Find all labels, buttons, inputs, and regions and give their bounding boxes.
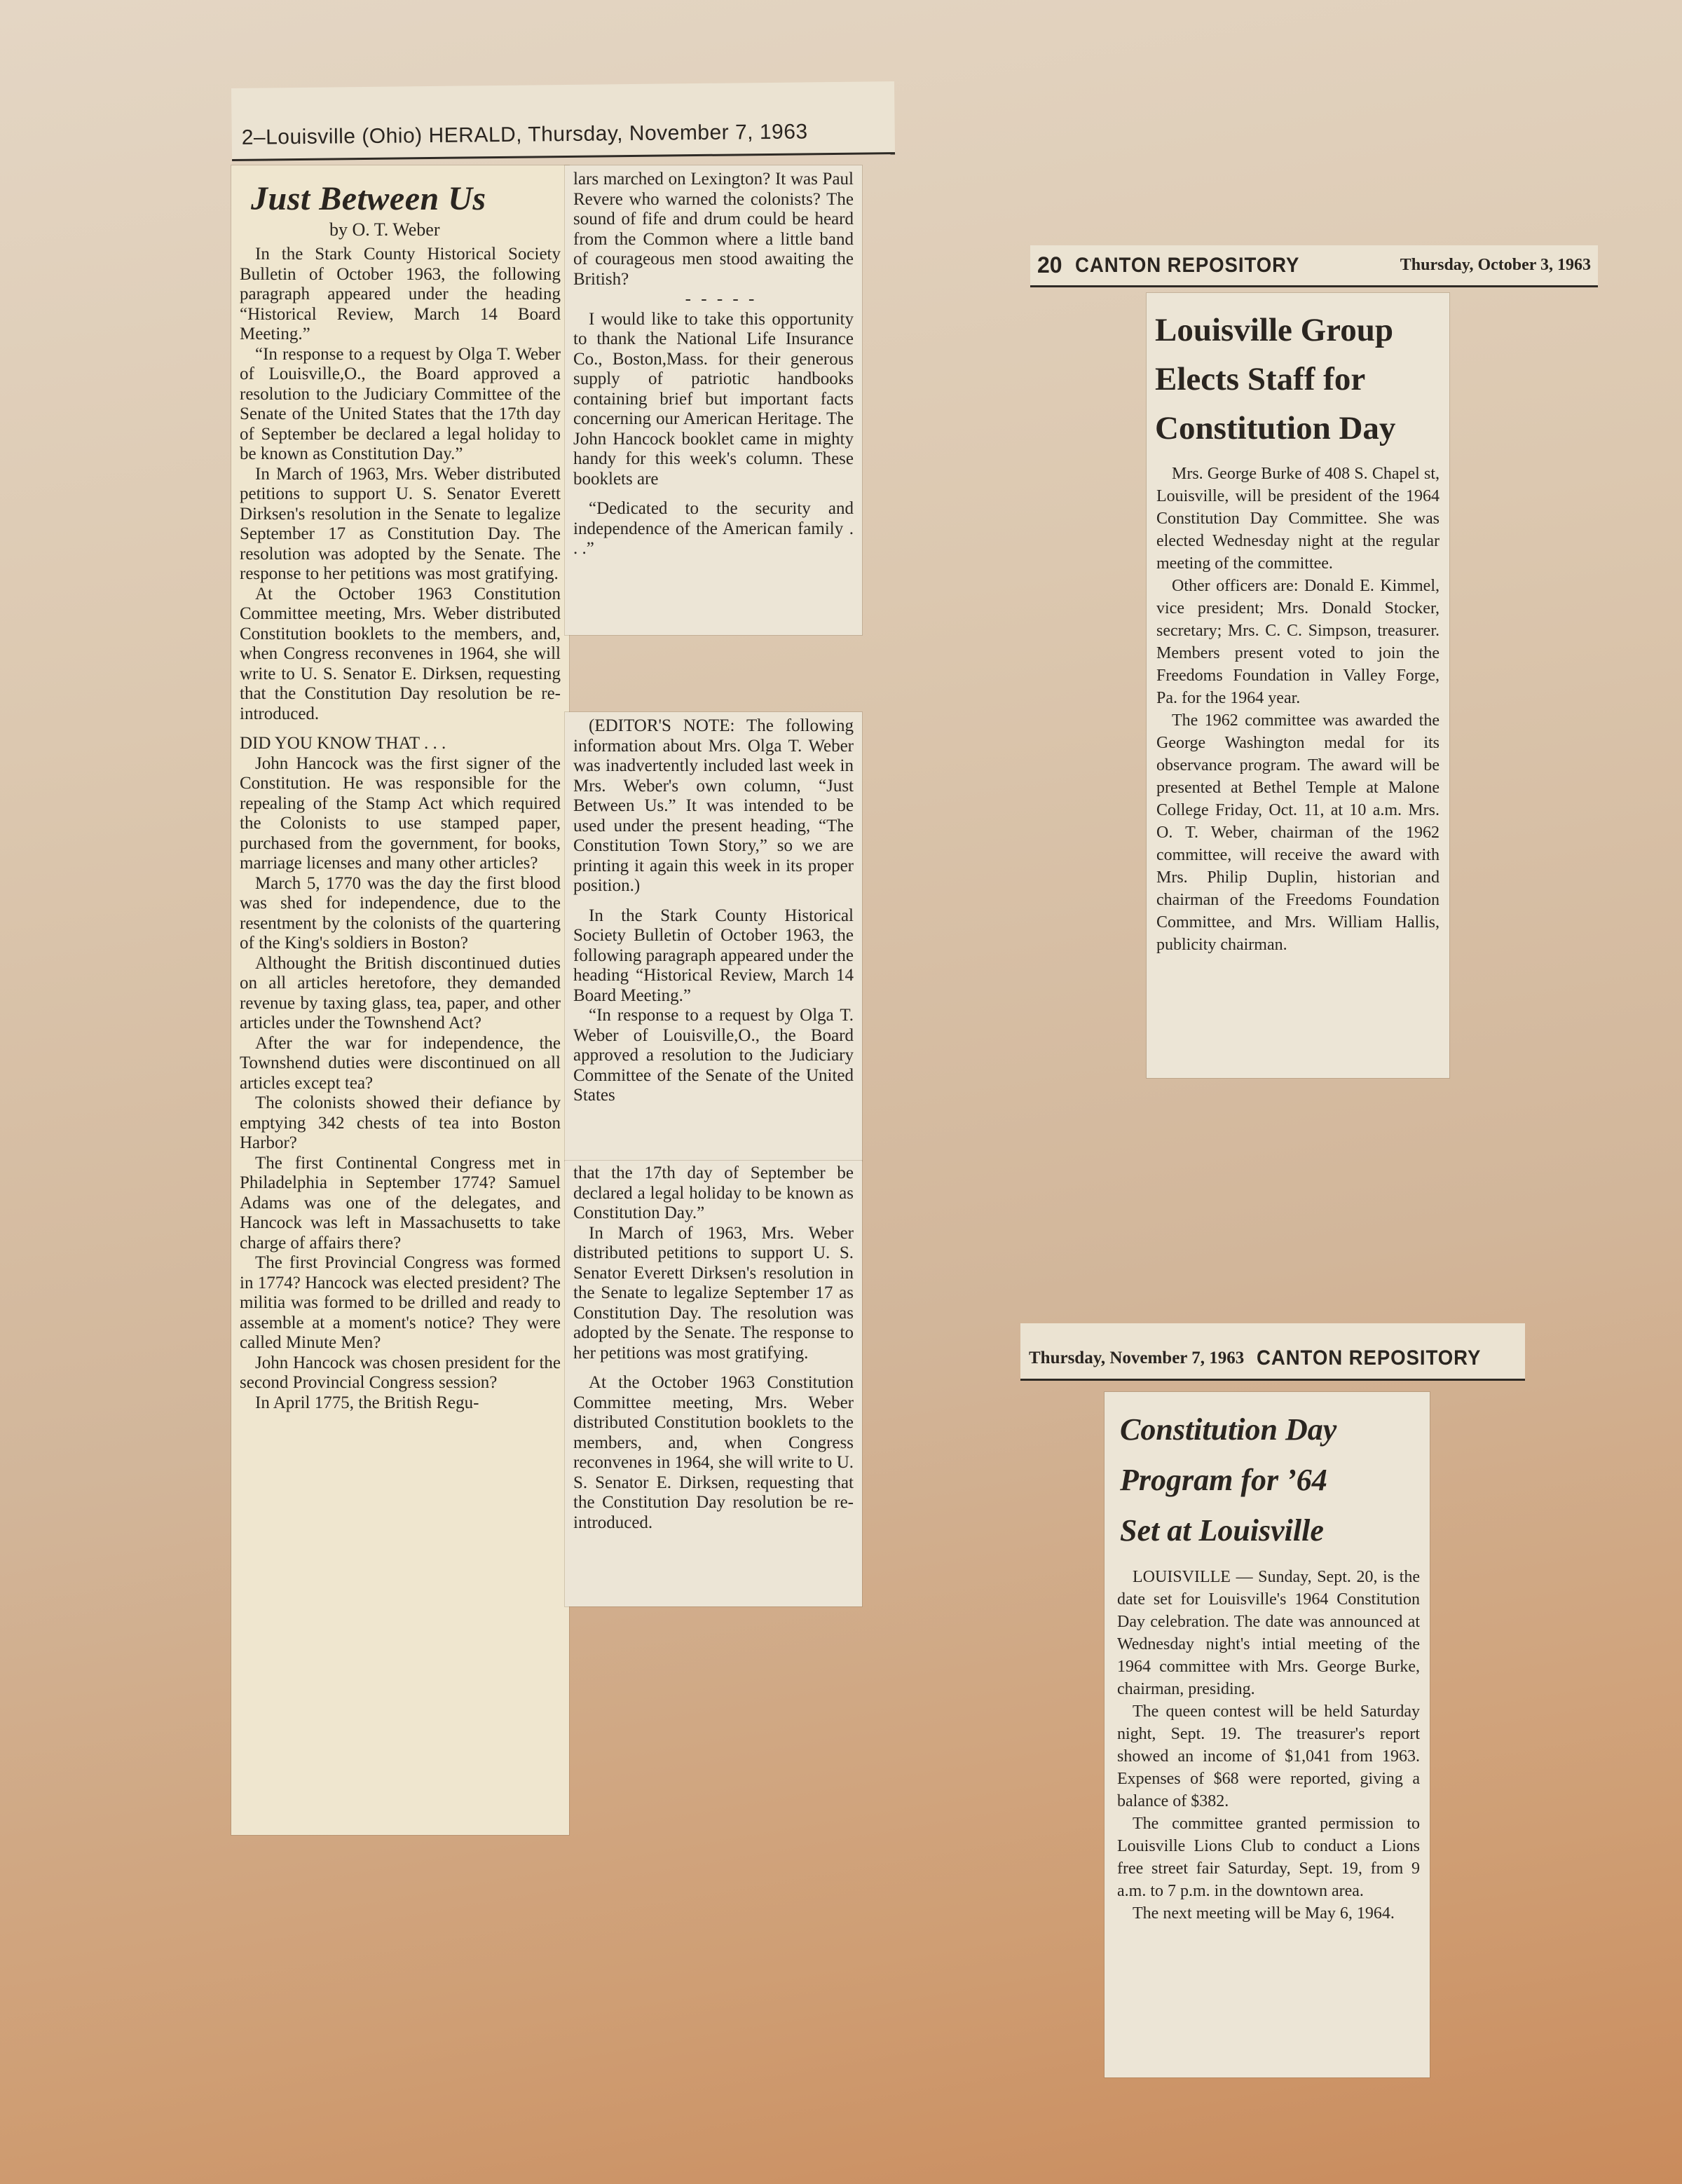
- paragraph: The 1962 committee was awarded the George Washington medal for its observance program. The award will be presented at Bethel Temple at Malone College Friday, Oct. 11, at 10 a.m. Mrs. O. T. Weber, chairman of the 1962 committee, will receive the award with Mrs. Philip Duplin, historian and chairman of the Freedoms Foundation Committee, and Mrs. William Hallis, publicity chairman.: [1156, 711, 1440, 954]
- paragraph: The colonists showed their defiance by emptying 342 chests of tea into Boston Harbor?: [240, 1093, 561, 1152]
- paragraph: “In response to a request by Olga T. Weber of Louisville,O., the Board approved a resolution to the Judiciary Committee of the Senate of the United States that the 17th day of September be declared a legal holiday to be known as Constitution Day.”: [240, 344, 561, 463]
- herald-column-left: [231, 165, 569, 1835]
- headline-line: Elects Staff for: [1155, 361, 1366, 397]
- headline-line: Louisville Group: [1155, 312, 1393, 348]
- repository1-body: [1147, 463, 1449, 956]
- paragraph: In March of 1963, Mrs. Weber distributed petitions to support U. S. Senator Everett Dirksen's resolution in the Senate to legalize September 17 as Constitution Day. The resolution was adopted by the Senate. The response to her petitions was most gratifying.: [240, 464, 561, 583]
- headline-line: Constitution Day: [1120, 1412, 1337, 1447]
- repository2-body: [1105, 1566, 1430, 1925]
- repository2-headline: [1105, 1405, 1430, 1556]
- paragraph: In the Stark County Historical Society Bulletin of October 1963, the following paragraph appeared under the heading “Historical Review, March 14 Board Meeting.”: [573, 906, 854, 1005]
- paragraph: Other officers are: Donald E. Kimmel, vice president; Mrs. Donald Stocker, secretary; Mrs. C. C. Simpson, treasurer. Members present voted to join the Freedoms Foundation in Valley Forge, Pa. for the 1964 year.: [1156, 577, 1440, 707]
- headline-line: Program for ’64: [1120, 1463, 1327, 1497]
- herald-headline: Just Between Us: [251, 180, 486, 217]
- paragraph: After the war for independence, the Townshend duties were discontinued on all articles except tea?: [240, 1033, 561, 1093]
- paragraph: In April 1775, the British Regu-: [255, 1393, 479, 1412]
- headline-line: Constitution Day: [1155, 410, 1396, 446]
- paragraph: “Dedicated to the security and independence of the American family . . .”: [573, 499, 854, 558]
- herald-col2b-body: [565, 716, 862, 1106]
- paragraph: The next meeting will be May 6, 1964.: [1133, 1904, 1395, 1923]
- paragraph: LOUISVILLE — Sunday, Sept. 20, is the date set for Louisville's 1964 Constitution Day celebration. The date was announced at Wednesday night's intial meeting of the 1964 committee with Mrs. George Burke, chairman, presiding.: [1117, 1568, 1420, 1698]
- repository1-headline: [1147, 306, 1449, 453]
- paragraph: I would like to take this opportunity to thank the National Life Insurance Co., Boston,Mass. for their generous supply of patriotic handbooks containing brief but important facts concerning our American Heritage. The John Hancock booklet came in mighty handy for this week's column. These booklets are: [573, 309, 854, 489]
- paragraph: Althought the British discontinued duties on all articles heretofore, they demanded revenue by taxing glass, tea, paper, and other articles under the Townshend Act?: [240, 953, 561, 1032]
- herald-col1-body: [231, 245, 569, 1413]
- herald-col2a-body: [565, 170, 862, 559]
- herald-column-right-top: [565, 165, 862, 635]
- herald-byline: by O. T. Weber: [329, 219, 440, 240]
- paragraph: “In response to a request by Olga T. Weber of Louisville,O., the Board approved a resolution to the Judiciary Committee of the Senate of the United States: [573, 1006, 854, 1105]
- repository1-page-number: 20: [1037, 252, 1062, 278]
- repository1-article: [1147, 293, 1449, 1078]
- section-heading: DID YOU KNOW THAT . . .: [240, 734, 446, 753]
- paragraph: In the Stark County Historical Society Bulletin of October 1963, the following paragraph appeared under the heading “Historical Review, March 14 Board Meeting.”: [240, 245, 561, 343]
- paragraph: March 5, 1770 was the day the first blood was shed for independence, due to the resentment by the colonists of the quartering of the King's soldiers in Boston?: [240, 873, 561, 953]
- paragraph: The first Continental Congress met in Philadelphia in September 1774? Samuel Adams was one of the delegates, and Hancock was left in Massachusetts to take charge of affairs there?: [240, 1153, 561, 1253]
- separator: - - - - -: [685, 289, 758, 308]
- paragraph: Mrs. George Burke of 408 S. Chapel st, Louisville, will be president of the 1964 Constitution Day Committee. She was elected Wednesday night at the regular meeting of the committee.: [1156, 465, 1440, 573]
- paragraph: At the October 1963 Constitution Committee meeting, Mrs. Weber distributed Constitution booklets to the members, and, when Congress reconvenes in 1964, she will write to U. S. Senator E. Dirksen, requesting that the Constitution Day resolution be re-introduced.: [573, 1373, 854, 1532]
- paragraph: lars marched on Lexington? It was Paul Revere who warned the colonists? The sound of fife and drum could be heard from the Common where a little band of courageous men stood awaiting the British?: [573, 170, 854, 289]
- repository2-masthead: [1020, 1323, 1525, 1381]
- paragraph: The queen contest will be held Saturday night, Sept. 19. The treasurer's report showed an income of $1,041 from 1963. Expenses of $68 were reported, giving a balance of $382.: [1117, 1702, 1420, 1810]
- herald-column-right-bottom: [565, 1161, 862, 1606]
- herald-masthead: [231, 81, 895, 161]
- paragraph: The first Provincial Congress was formed in 1774? Hancock was elected president? The militia was formed to be drilled and ready to assemble at a moment's notice? They were called Minute Men?: [240, 1253, 561, 1352]
- repository1-date: Thursday, October 3, 1963: [1400, 256, 1591, 274]
- repository2-date: Thursday, November 7, 1963: [1029, 1348, 1245, 1367]
- headline-line: Set at Louisville: [1120, 1513, 1324, 1548]
- repository1-paper-name: CANTON REPOSITORY: [1074, 253, 1299, 277]
- herald-column-right-middle: [565, 712, 862, 1161]
- paragraph: that the 17th day of September be declared a legal holiday to be known as Constitution Day.”: [573, 1163, 854, 1222]
- editors-note: (EDITOR'S NOTE: The following information about Mrs. Olga T. Weber was inadvertently included last week in Mrs. Weber's own column, “Just Between Us.” It was intended to be used under the present heading, “The Constitution Town Story,” so we are printing it again this week in its proper position.): [573, 716, 854, 895]
- paragraph: The committee granted permission to Louisville Lions Club to conduct a Lions free street fair Saturday, Sept. 19, from 9 a.m. to 7 p.m. in the downtown area.: [1117, 1815, 1420, 1900]
- repository2-paper-name: CANTON REPOSITORY: [1257, 1346, 1482, 1370]
- herald-col2c-body: [565, 1163, 862, 1533]
- paragraph: John Hancock was the first signer of the Constitution. He was responsible for the repealing of the Stamp Act which required the Colonists to use stamped paper, purchased from the government, for books, marriage licenses and many other articles?: [240, 753, 561, 873]
- repository1-masthead: [1030, 245, 1598, 287]
- paragraph: At the October 1963 Constitution Committee meeting, Mrs. Weber distributed Constitution booklets to the members, and, when Congress reconvenes in 1964, she will write to U. S. Senator E. Dirksen, requesting that the Constitution Day resolution be re-introduced.: [240, 584, 561, 723]
- paragraph: In March of 1963, Mrs. Weber distributed petitions to support U. S. Senator Everett Dirksen's resolution in the Senate to legalize September 17 as Constitution Day. The resolution was adopted by the Senate. The response to her petitions was most gratifying.: [573, 1223, 854, 1363]
- repository2-article: [1105, 1392, 1430, 2077]
- herald-masthead-text: 2–Louisville (Ohio) HERALD, Thursday, November 7, 1963: [241, 119, 808, 149]
- paragraph: John Hancock was chosen president for the second Provincial Congress session?: [240, 1353, 561, 1392]
